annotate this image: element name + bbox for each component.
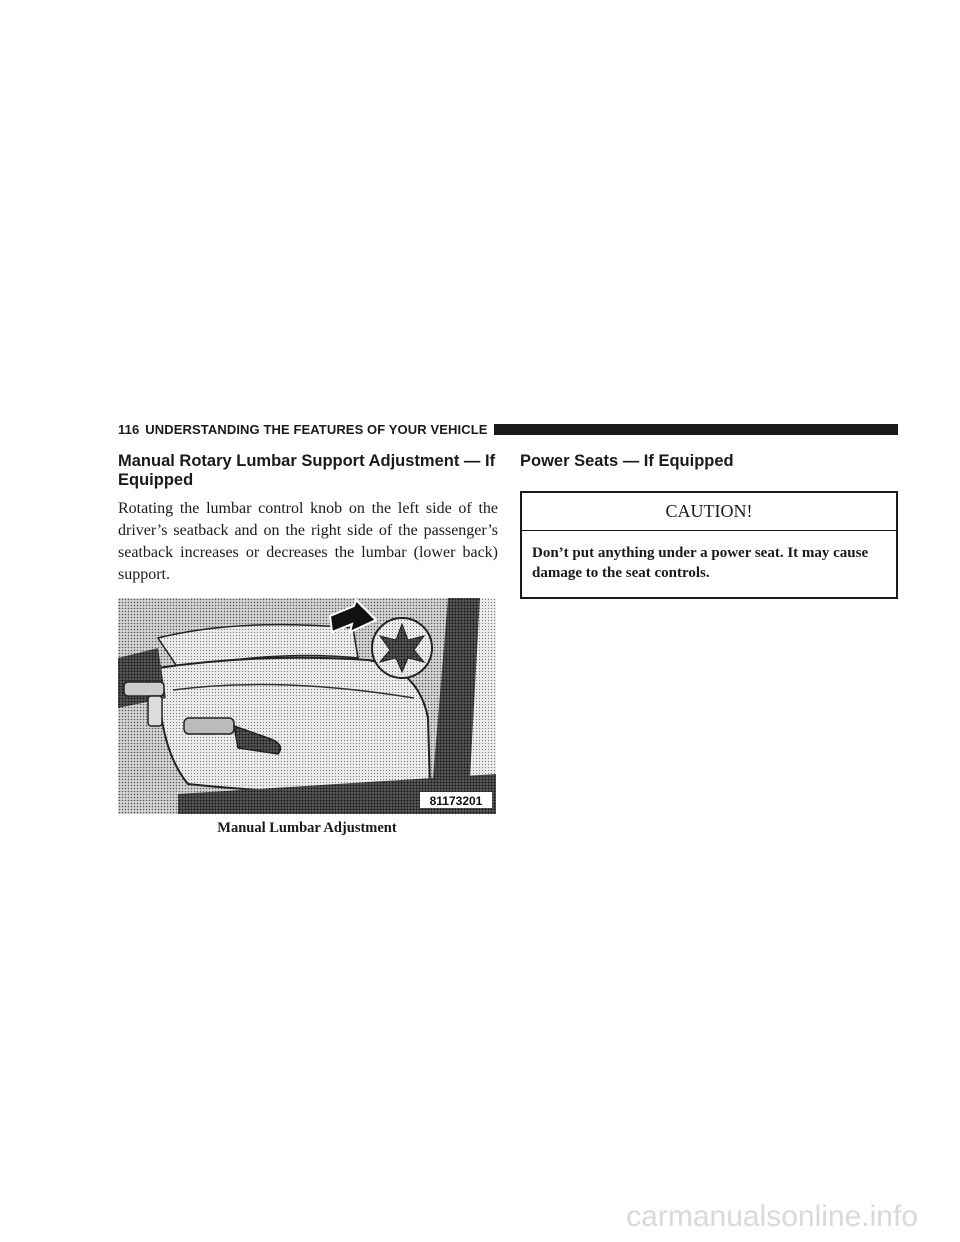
watermark: carmanualsonline.info [626, 1200, 918, 1233]
caution-title: CAUTION! [522, 493, 896, 531]
caution-text: Don’t put anything under a power seat. It may cause damage to the seat controls. [532, 545, 869, 581]
lumbar-paragraph: Rotating the lumbar control knob on the left side of the driver’s seatback and on the right side of the passenger’s seatback increases or decreases the lumbar (lower back) support. [118, 500, 498, 583]
power-seats-heading: Power Seats — If Equipped [520, 452, 734, 470]
lumbar-figure [118, 598, 496, 837]
header-rule [494, 424, 899, 435]
figure-caption: Manual Lumbar Adjustment [217, 820, 397, 836]
right-column [520, 452, 898, 599]
figure-code: 81173201 [429, 794, 483, 808]
lumbar-heading: Manual Rotary Lumbar Support Adjustment — If Equipped [118, 452, 496, 489]
page-number: 116 [118, 421, 140, 437]
section-title: UNDERSTANDING THE FEATURES OF YOUR VEHICLE [145, 421, 488, 437]
page-header [118, 418, 898, 440]
left-column [118, 452, 498, 837]
seat-illustration [118, 598, 496, 814]
caution-box [520, 491, 898, 599]
